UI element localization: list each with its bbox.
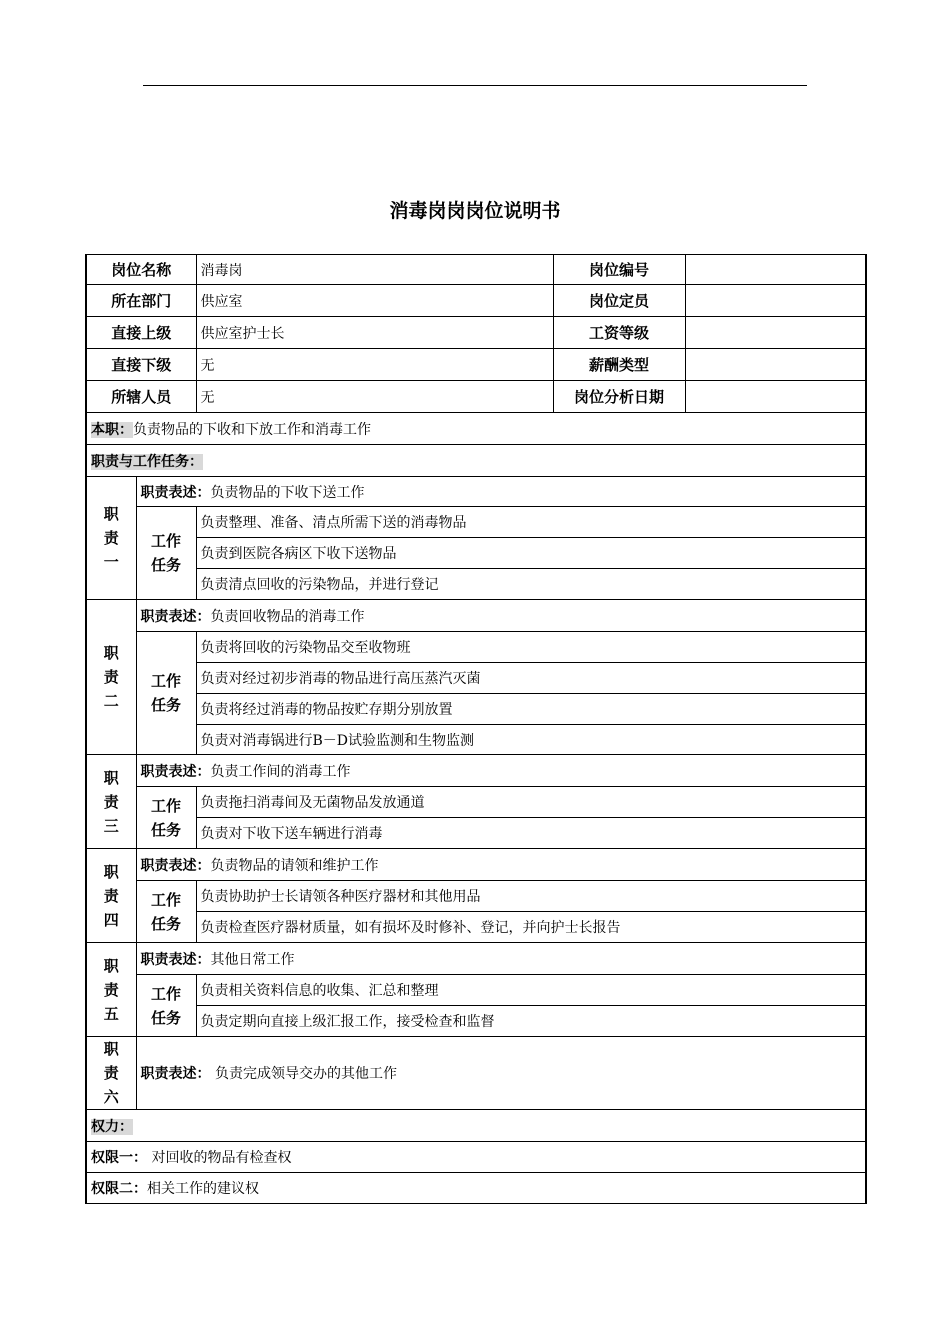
info-value bbox=[685, 285, 866, 317]
authority-cell bbox=[86, 1173, 866, 1204]
info-value: 供应室 bbox=[196, 285, 553, 317]
duty-statement-text: 负责回收物品的消毒工作 bbox=[210, 608, 365, 625]
authority-header-row bbox=[86, 1110, 866, 1142]
task-item: 负责整理、准备、清点所需下送的消毒物品 bbox=[196, 507, 866, 538]
authority-label: 权限二： bbox=[91, 1181, 147, 1197]
task-label-text: 工作 任务 bbox=[151, 984, 182, 1027]
duty-label bbox=[86, 755, 136, 849]
duty-label-text: 职 责 二 bbox=[103, 644, 119, 710]
info-value bbox=[685, 349, 866, 381]
duty-statement bbox=[136, 943, 866, 975]
authority-label: 权限一： bbox=[91, 1150, 147, 1166]
duty-statement-text: 负责物品的下收下送工作 bbox=[210, 484, 365, 501]
duty-statement bbox=[136, 755, 866, 787]
authority-header: 权力： bbox=[91, 1118, 133, 1135]
duty-label-text: 职 责 三 bbox=[103, 768, 119, 835]
duty-statement-text: 其他日常工作 bbox=[210, 951, 295, 968]
duty-statement bbox=[136, 1037, 866, 1110]
task-row bbox=[86, 507, 866, 538]
task-row bbox=[86, 818, 866, 849]
duty-label bbox=[86, 943, 136, 1037]
task-item: 负责相关资料信息的收集、汇总和整理 bbox=[196, 975, 866, 1006]
info-label: 工资等级 bbox=[553, 317, 685, 349]
duty-label-text: 职 责 四 bbox=[103, 862, 119, 929]
duties-header-cell bbox=[86, 445, 866, 477]
authority-header-cell bbox=[86, 1110, 866, 1142]
duty-label bbox=[86, 849, 136, 943]
info-label: 所辖人员 bbox=[86, 381, 196, 413]
task-label bbox=[136, 787, 196, 849]
info-value bbox=[685, 255, 866, 285]
duty-statement bbox=[136, 600, 866, 632]
info-value: 消毒岗 bbox=[196, 255, 553, 285]
task-item: 负责将回收的污染物品交至收物班 bbox=[196, 632, 866, 663]
info-label: 直接上级 bbox=[86, 317, 196, 349]
task-item: 负责检查医疗器材质量，如有损坏及时修补、登记，并向护士长报告 bbox=[196, 912, 866, 943]
duty-statement-row bbox=[86, 1037, 866, 1110]
task-label bbox=[136, 507, 196, 600]
duty-statement-label: 职责表述： bbox=[140, 484, 211, 501]
duty-label bbox=[86, 600, 136, 755]
duty-label-text: 职 责 六 bbox=[103, 1040, 119, 1106]
info-value: 无 bbox=[196, 381, 553, 413]
task-row bbox=[86, 632, 866, 663]
document-title: 消毒岗岗岗位说明书 bbox=[389, 200, 561, 222]
main-duty-row bbox=[86, 413, 866, 445]
task-item: 负责协助护士长请领各种医疗器材和其他用品 bbox=[196, 881, 866, 912]
task-item: 负责清点回收的污染物品，并进行登记 bbox=[196, 569, 866, 600]
main-duty-text: 负责物品的下收和下放工作和消毒工作 bbox=[133, 421, 371, 438]
task-row bbox=[86, 569, 866, 600]
task-item: 负责到医院各病区下收下送物品 bbox=[196, 538, 866, 569]
task-row bbox=[86, 725, 866, 755]
task-item: 负责对下收下送车辆进行消毒 bbox=[196, 818, 866, 849]
duty-statement-text: 负责完成领导交办的其他工作 bbox=[210, 1066, 397, 1082]
authority-row bbox=[86, 1142, 866, 1173]
duty-label-text: 职 责 五 bbox=[103, 956, 119, 1023]
info-row bbox=[86, 317, 866, 349]
task-label bbox=[136, 881, 196, 943]
task-row bbox=[86, 538, 866, 569]
duty-statement-label: 职责表述： bbox=[140, 951, 211, 968]
info-row bbox=[86, 349, 866, 381]
duties-header: 职责与工作任务： bbox=[91, 453, 203, 470]
info-row bbox=[86, 255, 866, 285]
duty-statement-row bbox=[86, 477, 866, 507]
task-row bbox=[86, 881, 866, 912]
duty-label-text: 职 责 一 bbox=[103, 505, 119, 571]
task-row bbox=[86, 1006, 866, 1037]
authority-cell bbox=[86, 1142, 866, 1173]
duty-statement-row bbox=[86, 943, 866, 975]
info-row bbox=[86, 381, 866, 413]
duty-statement-label: 职责表述： bbox=[140, 763, 211, 780]
info-label: 薪酬类型 bbox=[553, 349, 685, 381]
duty-statement-row bbox=[86, 755, 866, 787]
info-row bbox=[86, 285, 866, 317]
job-description-table bbox=[85, 254, 867, 1204]
duty-label bbox=[86, 1037, 136, 1110]
task-item: 负责拖扫消毒间及无菌物品发放通道 bbox=[196, 787, 866, 818]
task-label-text: 工作 任务 bbox=[151, 796, 182, 839]
task-row bbox=[86, 912, 866, 943]
authority-text: 对回收的物品有检查权 bbox=[147, 1150, 292, 1166]
info-value bbox=[685, 317, 866, 349]
task-item: 负责定期向直接上级汇报工作，接受检查和监督 bbox=[196, 1006, 866, 1037]
task-item: 负责对经过初步消毒的物品进行高压蒸汽灭菌 bbox=[196, 663, 866, 694]
info-label: 所在部门 bbox=[86, 285, 196, 317]
duty-statement-text: 负责工作间的消毒工作 bbox=[210, 763, 351, 780]
authority-row bbox=[86, 1173, 866, 1204]
task-row bbox=[86, 663, 866, 694]
task-row bbox=[86, 787, 866, 818]
task-row bbox=[86, 694, 866, 725]
duty-statement bbox=[136, 849, 866, 881]
task-label-text: 工作 任务 bbox=[151, 672, 182, 714]
main-duty-label: 本职： bbox=[91, 421, 133, 438]
info-label: 岗位分析日期 bbox=[553, 381, 685, 413]
info-label: 岗位名称 bbox=[86, 255, 196, 285]
duty-statement bbox=[136, 477, 866, 507]
main-duty-cell bbox=[86, 413, 866, 445]
info-label: 岗位定员 bbox=[553, 285, 685, 317]
info-value: 供应室护士长 bbox=[196, 317, 553, 349]
duty-label bbox=[86, 477, 136, 600]
task-label-text: 工作 任务 bbox=[151, 532, 182, 574]
task-item: 负责将经过消毒的物品按贮存期分别放置 bbox=[196, 694, 866, 725]
task-label bbox=[136, 632, 196, 755]
duty-statement-label: 职责表述： bbox=[140, 857, 211, 874]
info-label: 直接下级 bbox=[86, 349, 196, 381]
duty-statement-row bbox=[86, 600, 866, 632]
duty-statement-label: 职责表述： bbox=[140, 608, 211, 625]
task-label bbox=[136, 975, 196, 1037]
duty-statement-label: 职责表述： bbox=[140, 1066, 211, 1082]
task-item: 负责对消毒锅进行B－D试验监测和生物监测 bbox=[196, 725, 866, 755]
header-rule bbox=[143, 85, 807, 86]
duties-header-row bbox=[86, 445, 866, 477]
authority-text: 相关工作的建议权 bbox=[147, 1181, 259, 1197]
info-value bbox=[685, 381, 866, 413]
info-value: 无 bbox=[196, 349, 553, 381]
task-row bbox=[86, 975, 866, 1006]
info-label: 岗位编号 bbox=[553, 255, 685, 285]
task-label-text: 工作 任务 bbox=[151, 890, 182, 933]
duty-statement-text: 负责物品的请领和维护工作 bbox=[210, 857, 379, 874]
duty-statement-row bbox=[86, 849, 866, 881]
